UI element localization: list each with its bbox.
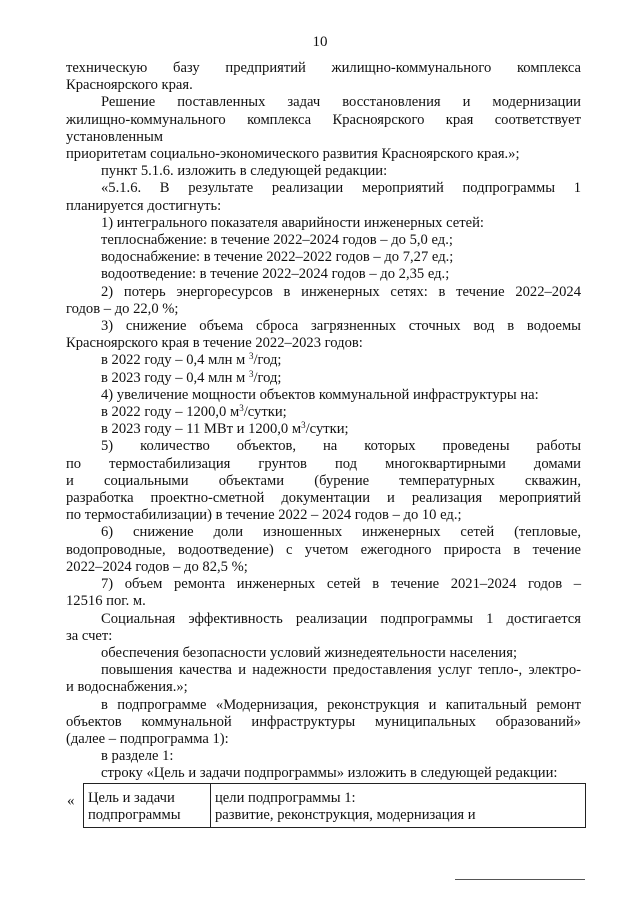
text-line: 5) количество объектов, на которых проведены работы — [101, 438, 581, 455]
table-cell-label — [84, 784, 211, 828]
text-line: 6) снижение доли изношенных инженерных сетей (тепловые, — [101, 524, 581, 541]
text-line: теплоснабжение: в течение 2022–2024 годов – до 5,0 ед.; — [101, 232, 453, 249]
text-line: 7) объем ремонта инженерных сетей в течение 2021–2024 годов – — [101, 576, 581, 593]
text-line: планируется достигнуть: — [66, 197, 222, 214]
cell-line: цели подпрограммы 1: — [215, 790, 356, 806]
cell-line: подпрограммы — [88, 807, 181, 824]
text-line: 12516 пог. м. — [66, 593, 146, 610]
text-line: разработка проектно-сметной документации и реализация мероприятий — [66, 490, 581, 507]
text-line: водоотведение: в течение 2022–2024 годов – до 2,35 ед.; — [101, 266, 450, 283]
text-line: строку «Цель и задачи подпрограммы» изложить в следующей редакции: — [101, 765, 558, 782]
text-line: по термостабилизации) в течение 2022 – 2024 годов – до 10 ед.; — [66, 507, 462, 524]
text-line: годов – до 22,0 %; — [66, 300, 179, 317]
text-line: в 2023 году – 0,4 млн м $^3$/год; — [101, 368, 282, 386]
text-line: в 2022 году – 1200,0 $м^3$/сутки; — [101, 403, 287, 421]
page-number: 10 — [312, 34, 328, 50]
text-line: повышения качества и надежности предоставления услуг тепло-, электро- — [101, 662, 581, 679]
text-line: в 2022 году – 0,4 млн м $^3$/год; — [101, 351, 282, 369]
text-line: водопроводные, водоотведение) с учетом ежегодного прироста в течение — [66, 541, 581, 558]
text-line: Решение поставленных задач восстановления и модернизации — [101, 94, 581, 111]
text-line: 2) потерь энергоресурсов в инженерных сетях: в течение 2022–2024 — [101, 283, 581, 300]
document-body — [66, 60, 581, 783]
text-line: 1) интегрального показателя аварийности инженерных сетей: — [101, 214, 484, 231]
table-cell-content — [211, 784, 586, 828]
text-line: по термостабилизация грунтов под многоквартирными домами — [66, 455, 581, 472]
text-line: и водоснабжения.»; — [66, 679, 188, 696]
text-line: в подпрограмме «Модернизация, реконструкция и капитальный ремонт — [101, 696, 581, 713]
text-line: техническую базу предприятий жилищно-коммунального комплекса — [66, 60, 581, 76]
text-line: обеспечения безопасности условий жизнедеятельности населения; — [101, 644, 518, 661]
cell-line: развитие, реконструкция, модернизация и — [215, 807, 476, 824]
text-line: Социальная эффективность реализации подпрограммы 1 достигается — [101, 610, 581, 627]
footer-rule — [455, 879, 585, 880]
text-line: приоритетам социально-экономического развития Красноярского края.»; — [66, 146, 520, 163]
text-line: 2022–2024 годов – до 82,5 %; — [66, 558, 248, 575]
text-line: объектов коммунальной инфраструктуры муниципальных образований» — [66, 713, 581, 730]
text-line: в 2023 году – 11 МВт и 1200,0 $м^3$/сутки; — [101, 420, 349, 438]
text-line: водоснабжение: в течение 2022–2022 годов – до 7,27 ед.; — [101, 249, 454, 266]
text-line: Красноярского края. — [66, 77, 193, 94]
opening-quote: « — [67, 793, 75, 809]
table-row — [84, 784, 586, 828]
text-line: за счет: — [66, 627, 113, 644]
text-line: пункт 5.1.6. изложить в следующей редакции: — [101, 163, 388, 180]
cell-line: Цель и задачи — [88, 790, 175, 806]
text-line: Красноярского края в течение 2022–2023 годов: — [66, 335, 363, 352]
text-line: «5.1.6. В результате реализации мероприятий подпрограммы 1 — [101, 180, 581, 197]
text-line: и социальными объектами (бурение температурных скважин, — [66, 472, 581, 489]
text-line: 3) снижение объема сброса загрязненных сточных вод в водоемы — [101, 318, 581, 335]
goals-table — [83, 783, 586, 828]
text-line: 4) увеличение мощности объектов коммунальной инфраструктуры на: — [101, 386, 539, 403]
text-line: жилищно-коммунального комплекса Красноярского края соответствует установленным — [66, 111, 581, 145]
text-line: (далее – подпрограмма 1): — [66, 730, 229, 747]
text-line: в разделе 1: — [101, 748, 174, 765]
